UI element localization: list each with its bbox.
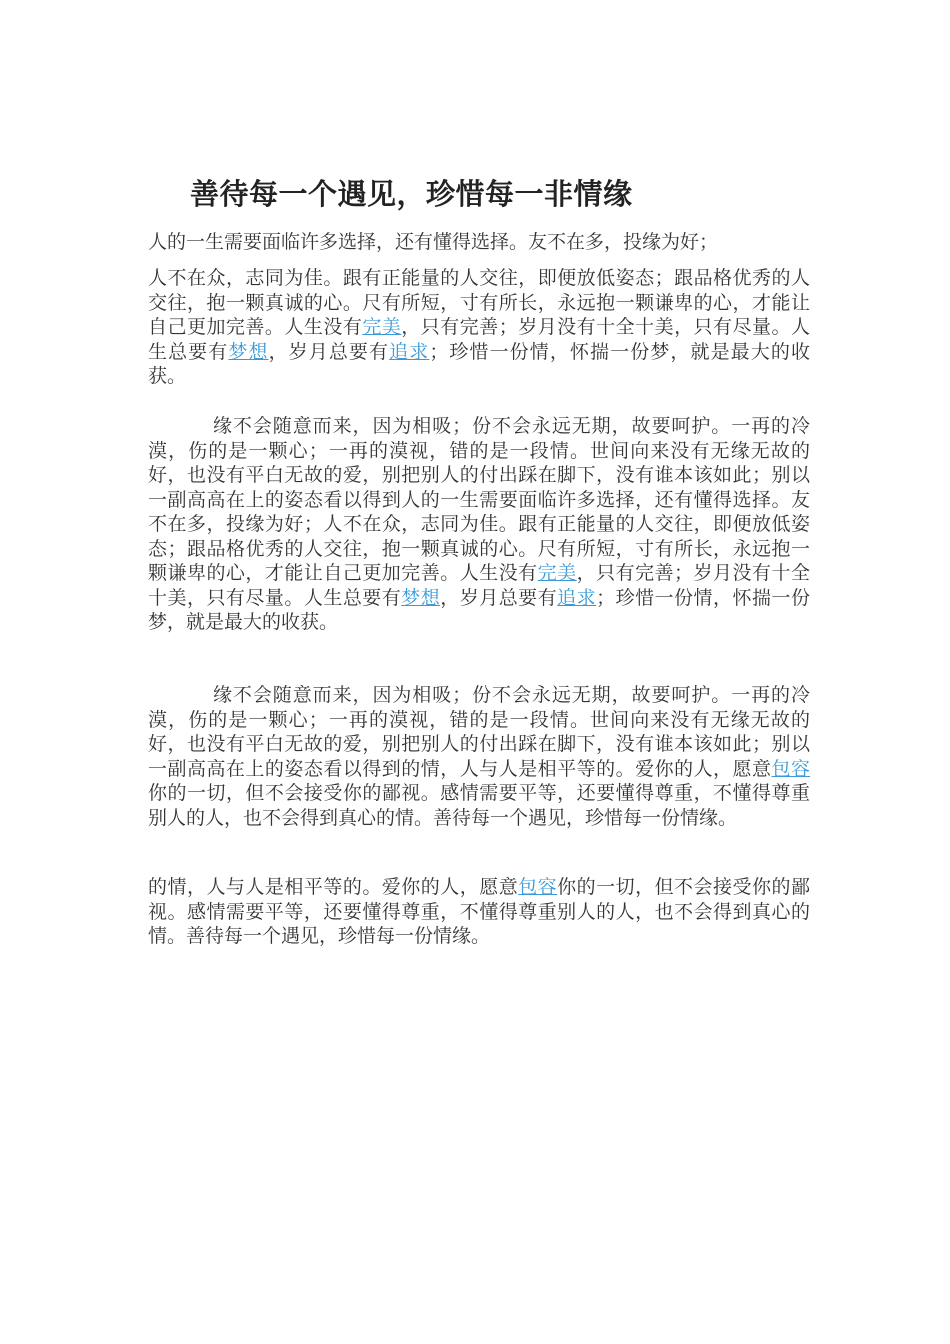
article-title: 善待每一个遇见，珍惜每一非情缘 xyxy=(190,177,633,211)
keyword-link-dream[interactable]: 梦想 xyxy=(401,586,441,609)
paragraph-text: ，岁月总要有 xyxy=(268,340,390,363)
paragraph-text: ；珍惜一份情，怀揣一份梦，就是最大的收获。 xyxy=(148,586,810,633)
keyword-link-pursuit[interactable]: 追求 xyxy=(389,340,430,363)
paragraph-text: ，只有完善；岁月没有十全十美，只有尽量。人生总要有 xyxy=(148,562,810,609)
paragraph-2 xyxy=(148,414,810,635)
intro-line: 人的一生需要面临许多选择，还有懂得选择。友不在多，投缘为好； xyxy=(148,231,719,253)
paragraph-3 xyxy=(148,683,810,830)
paragraph-text: ，只有完善；岁月没有十全十美，只有尽量。人生总要有 xyxy=(148,316,810,363)
keyword-link-pursuit[interactable]: 追求 xyxy=(557,586,597,609)
paragraph-text: ，岁月总要有 xyxy=(440,586,558,609)
paragraph-text: 缘不会随意而来，因为相吸；份不会永远无期，故要呵护。一再的冷漠，伤的是一颗心；一再的漠视，错的是一段情。世间向来没有无缘无故的好，也没有平白无故的爱，别把别人的付出踩在脚下，没有谁本该如此；别以一副高高在上的姿态看以得到的情，人与人是相平等的。爱你的人，愿意 xyxy=(148,684,810,780)
paragraph-text: 人不在众，志同为佳。跟有正能量的人交往，即便放低姿态；跟品格优秀的人交往，抱一颗真诚的心。尺有所短，寸有所长，永远抱一颗谦卑的心，才能让自己更加完善。人生没有 xyxy=(148,267,810,338)
keyword-link-tolerance[interactable]: 包容 xyxy=(518,876,558,898)
keyword-link-perfect[interactable]: 完美 xyxy=(537,562,577,584)
paragraph-text: ；珍惜一份情，怀揣一份梦，就是最大的收获。 xyxy=(148,340,810,387)
keyword-link-tolerance[interactable]: 包容 xyxy=(771,757,810,780)
paragraph-text: 缘不会随意而来，因为相吸；份不会永远无期，故要呵护。一再的冷漠，伤的是一颗心；一再的漠视，错的是一段情。世间向来没有无缘无故的好，也没有平白无故的爱，别把别人的付出踩在脚下，没有谁本该如此；别以一副高高在上的姿态看以得到人的一生需要面临许多选择，还有懂得选择。友不在多，投缘为好；人不在众，志同为佳。跟有正能量的人交往，即便放低姿态；跟品格优秀的人交往，抱一颗真诚的心。尺有所短，寸有所长，永远抱一颗谦卑的心，才能让自己更加完善。人生没有 xyxy=(148,415,810,584)
keyword-link-perfect[interactable]: 完美 xyxy=(362,316,402,338)
paragraph-4 xyxy=(148,875,810,949)
paragraph-1 xyxy=(148,266,810,389)
keyword-link-dream[interactable]: 梦想 xyxy=(228,340,269,363)
paragraph-text: 你的一切，但不会接受你的鄙视。感情需要平等，还要懂得尊重，不懂得尊重别人的人，也不会得到真心的情。善待每一个遇见，珍惜每一份情缘。 xyxy=(148,782,810,829)
paragraph-text: 的情，人与人是相平等的。爱你的人，愿意 xyxy=(148,876,519,898)
paragraph-text: 你的一切，但不会接受你的鄙视。感情需要平等，还要懂得尊重，不懂得尊重别人的人，也不会得到真心的情。善待每一个遇见，珍惜每一份情缘。 xyxy=(148,876,810,947)
